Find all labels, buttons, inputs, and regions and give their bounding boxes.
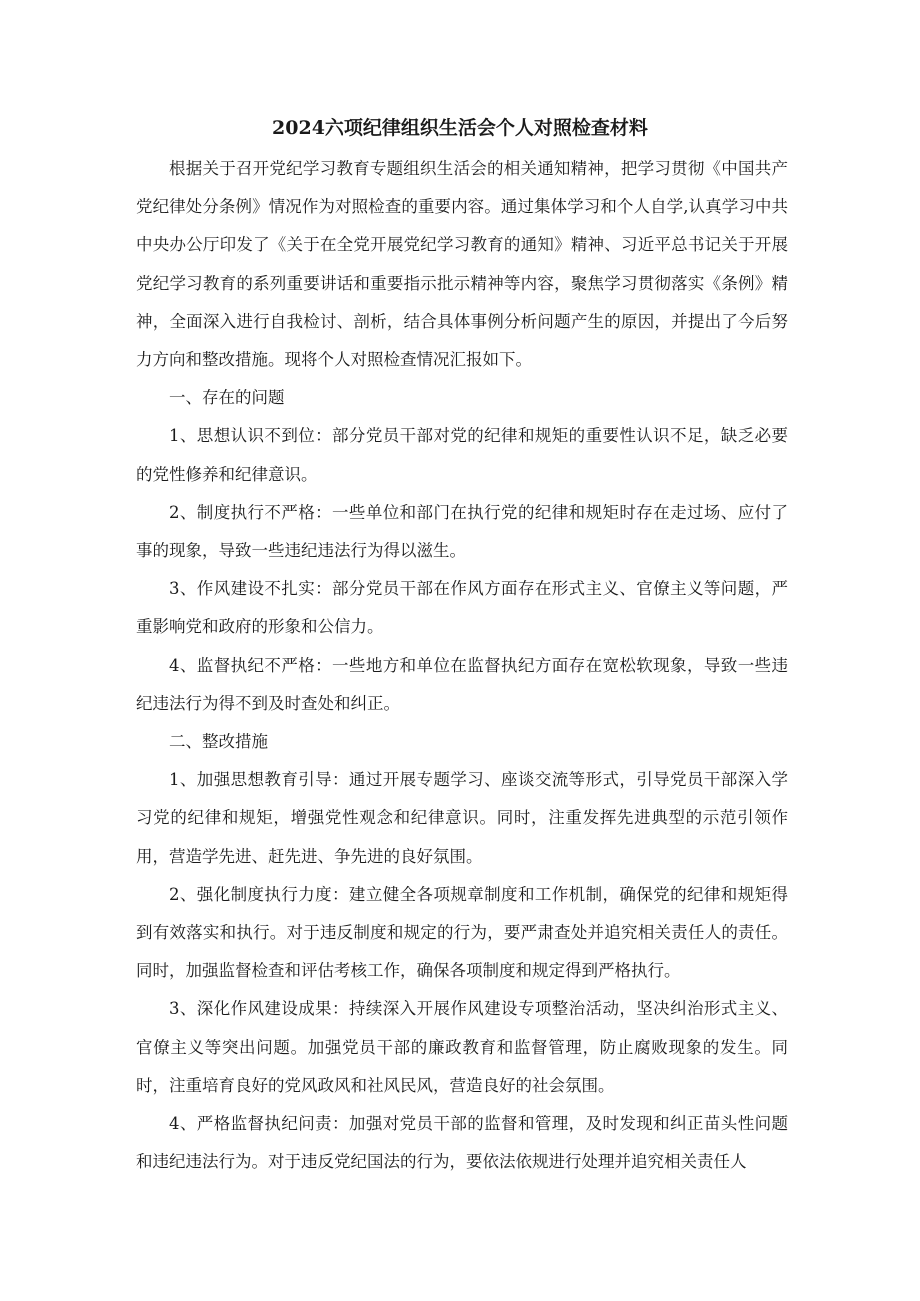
- section-heading-problems: 一、存在的问题: [169, 388, 285, 408]
- paragraph-problem-3: 3、作风建设不扎实：部分党员干部在作风方面存在形式主义、官僚主义等问题，严重影响党和政府的形象和公信力。: [136, 579, 788, 637]
- paragraph-measure-4: 4、严格监督执纪问责：加强对党员干部的监督和管理，及时发现和纠正苗头性问题和违纪违法行为。对于违反党纪国法的行为，要依法依规进行处理并追究相关责任人: [136, 1114, 788, 1172]
- paragraph-measure-1: 1、加强思想教育引导：通过开展专题学习、座谈交流等形式，引导党员干部深入学习党的纪律和规矩，增强党性观念和纪律意识。同时，注重发挥先进典型的示范引领作用，营造学先进、赶先进、争先进的良好氛围。: [136, 770, 788, 866]
- paragraph-problem-4: 4、监督执纪不严格：一些地方和单位在监督执纪方面存在宽松软现象，导致一些违纪违法行为得不到及时查处和纠正。: [136, 655, 788, 713]
- paragraph-measure-3: 3、深化作风建设成果：持续深入开展作风建设专项整治活动，坚决纠治形式主义、官僚主义等突出问题。加强党员干部的廉政教育和监督管理，防止腐败现象的发生。同时，注重培育良好的党风政风和社风民风，营造良好的社会氛围。: [136, 999, 788, 1095]
- document-body: [136, 150, 788, 1181]
- paragraph-intro: 根据关于召开党纪学习教育专题组织生活会的相关通知精神，把学习贯彻《中国共产党纪律处分条例》情况作为对照检查的重要内容。通过集体学习和个人自学,认真学习中共中央办公厅印发了《关于在全党开展党纪学习教育的通知》精神、习近平总书记关于开展党纪学习教育的系列重要讲话和重要指示批示精神等内容，聚焦学习贯彻落实《条例》精神，全面深入进行自我检讨、剖析，结合具体事例分析问题产生的原因，并提出了今后努力方向和整改措施。现将个人对照检查情况汇报如下。: [136, 159, 788, 370]
- paragraph-problem-2: 2、制度执行不严格：一些单位和部门在执行党的纪律和规矩时存在走过场、应付了事的现象，导致一些违纪违法行为得以滋生。: [136, 502, 788, 561]
- paragraph-problem-1: 1、思想认识不到位：部分党员干部对党的纪律和规矩的重要性认识不足，缺乏必要的党性修养和纪律意识。: [136, 426, 788, 484]
- paragraph-measure-2: 2、强化制度执行力度：建立健全各项规章制度和工作机制，确保党的纪律和规矩得到有效落实和执行。对于违反制度和规定的行为，要严肃查处并追究相关责任人的责任。同时，加强监督检查和评估考核工作，确保各项制度和规定得到严格执行。: [136, 884, 788, 981]
- document-title: 2024六项纪律组织生活会个人对照检查材料: [272, 117, 648, 139]
- section-heading-measures: 二、整改措施: [169, 732, 268, 752]
